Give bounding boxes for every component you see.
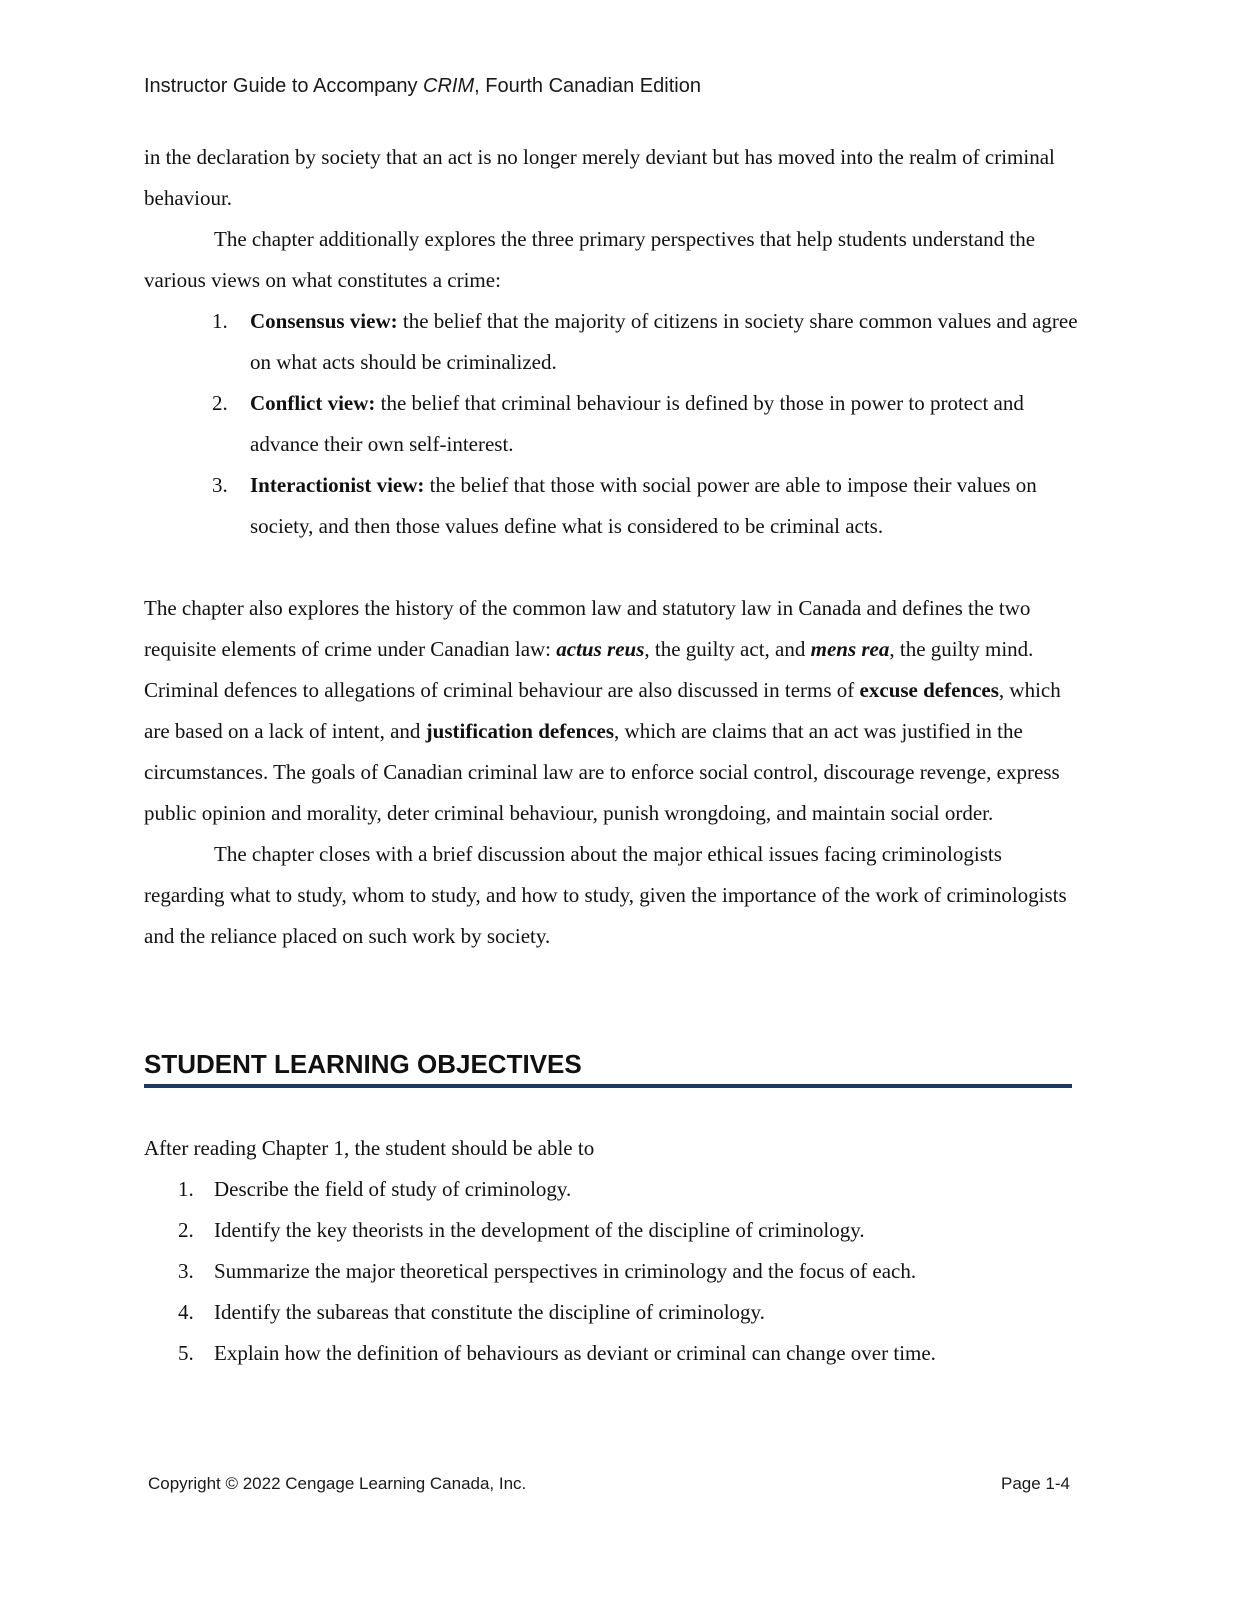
objectives-section [144,1128,1084,1374]
law-text: , which are based on a lack of intent, and [144,678,1061,743]
list-item [144,465,1084,547]
list-number: 2. [178,1218,194,1242]
running-header [144,72,701,100]
law-text: The chapter also explores the history of the common law and statutory law in Canada and defines the two requisite elements of crime under Canadian law: [144,596,1031,661]
list-number: 4. [178,1300,194,1324]
law-text: , the guilty act, and [644,637,811,661]
perspectives-intro: The chapter additionally explores the three primary perspectives that help students understand the various views on what constitutes a crime: [144,227,1036,292]
view-term: Conflict view: [250,391,376,415]
objective-text: Identify the key theorists in the development of the discipline of criminology. [214,1218,865,1242]
paragraph-gap [144,547,1084,588]
intro-continuation: in the declaration by society that an act is no longer merely deviant but has moved into the realm of criminal behaviour. [144,145,1055,210]
view-definition: the belief that those with social power are able to impose their values on society, and then those values define what is considered to be criminal acts. [250,473,1037,538]
body-text [144,137,1084,957]
list-number: 1. [178,1177,194,1201]
law-paragraph [144,588,1084,834]
header-book-title: CRIM [423,75,475,97]
objective-text: Explain how the definition of behaviours as deviant or criminal can change over time. [214,1341,936,1365]
list-item [144,1292,1084,1333]
view-definition: the belief that criminal behaviour is defined by those in power to protect and advance their own self-interest. [250,391,1024,456]
footer-page-number: Page 1-4 [1001,1474,1070,1493]
list-number: 1. [212,309,228,333]
law-text: , the guilty mind. Criminal defences to allegations of criminal behaviour are also discussed in terms of [144,637,1034,702]
view-term: Interactionist view: [250,473,425,497]
closing-paragraph: The chapter closes with a brief discussion about the major ethical issues facing criminologists regarding what to study, whom to study, and how to study, given the importance of the work of criminologists and the reliance placed on such work by society. [144,842,1067,948]
objectives-intro: After reading Chapter 1, the student should be able to [144,1136,595,1160]
list-item [144,1333,1084,1374]
justification-defences-term: justification defences [425,719,615,743]
list-item [144,1251,1084,1292]
views-list [144,301,1084,547]
list-item [144,301,1084,383]
excuse-defences-term: excuse defences [859,678,999,702]
list-item [144,1210,1084,1251]
header-prefix: Instructor Guide to Accompany [144,75,424,97]
list-number: 2. [212,391,228,415]
objectives-heading: STUDENT LEARNING OBJECTIVES [144,1046,1072,1088]
objectives-list [144,1169,1084,1374]
view-definition: the belief that the majority of citizens in society share common values and agree on what acts should be criminalized. [250,309,1078,374]
law-text: , which are claims that an act was justified in the circumstances. The goals of Canadian criminal law are to enforce social control, discourage revenge, express public opinion and morality, deter criminal behaviour, punish wrongdoing, and maintain social order. [144,719,1060,825]
actus-reus-term: actus reus [556,637,645,661]
objective-text: Summarize the major theoretical perspectives in criminology and the focus of each. [214,1259,917,1283]
list-item [144,1169,1084,1210]
list-number: 5. [178,1341,194,1365]
header-suffix: , Fourth Canadian Edition [474,75,701,97]
view-term: Consensus view: [250,309,398,333]
list-item [144,383,1084,465]
list-number: 3. [178,1259,194,1283]
mens-rea-term: mens rea [810,637,890,661]
objective-text: Describe the field of study of criminology. [214,1177,572,1201]
footer-copyright: Copyright © 2022 Cengage Learning Canada, Inc. [148,1474,527,1493]
objective-text: Identify the subareas that constitute the discipline of criminology. [214,1300,765,1324]
list-number: 3. [212,473,228,497]
